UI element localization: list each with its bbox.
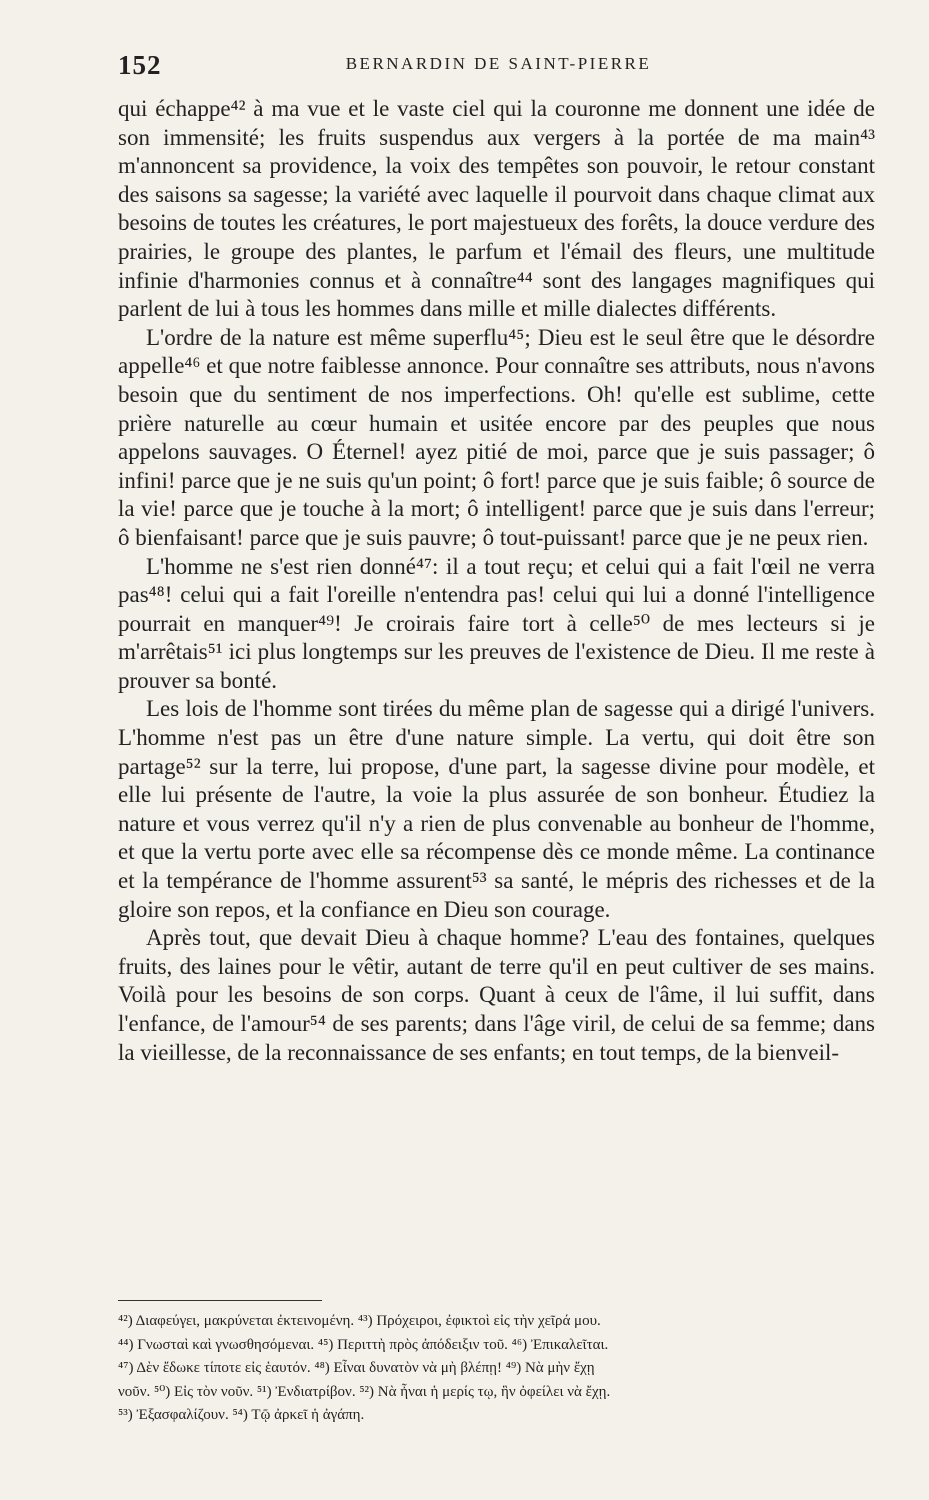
- paragraph-2: L'ordre de la nature est même superflu⁴⁵; Dieu est le seul être que le désordre appelle⁴⁶ et que notre faiblesse annonce. Pour connaître ses attributs, nous n'avons besoin que du sentiment de nos imperfections. Oh! qu'elle est sublime, cette prière naturelle au cœur humain et usitée encore par des peuples que nous appelons sauvages. O Éternel! ayez pitié de moi, parce que je suis passager; ô infini! parce que je ne suis qu'un point; ô fort! parce que je suis faible; ô source de la vie! parce que je touche à la mort; ô intelligent! parce que je suis dans l'erreur; ô bienfaisant! parce que je suis pauvre; ô tout-puissant! parce que je ne peux rien.: [118, 324, 875, 550]
- page-number: 152: [118, 50, 162, 80]
- paragraph-5: Après tout, que devait Dieu à chaque homme? L'eau des fontaines, quelques fruits, des laines pour le vêtir, autant de terre qu'il en peut cultiver de ses mains. Voilà pour les besoins de son corps. Quant à ceux de l'âme, il lui suffit, dans l'enfance, de l'amour⁵⁴ de ses parents; dans l'âge viril, de celui de sa femme; dans la vieillesse, de la reconnaissance de ses enfants; en tout temps, de la bienveil-: [118, 925, 875, 1065]
- footnote-line: ⁴⁷) Δὲν ἔδωκε τίποτε εἰς ἑαυτόν. ⁴⁸) Εἶναι δυνατὸν νὰ μὴ βλέπῃ! ⁴⁹) Νὰ μὴν ἔχῃ: [118, 1360, 595, 1376]
- paragraph-3: L'homme ne s'est rien donné⁴⁷: il a tout reçu; et celui qui a fait l'œil ne verra pas⁴⁸! celui qui a fait l'oreille n'entendra pas! celui qui lui a donné l'intelligence pourrait en manquer⁴⁹! Je croirais faire tort à celle⁵⁰ de mes lecteurs si je m'arrêtais⁵¹ ici plus longtemps sur les preuves de l'existence de Dieu. Il me reste à prouver sa bonté.: [118, 553, 875, 693]
- footnotes: [118, 1310, 875, 1428]
- footnote-line: νοῦν. ⁵⁰) Εἰς τὸν νοῦν. ⁵¹) Ἐνδιατρίβον. ⁵²) Νὰ ἦναι ἡ μερίς τῳ, ἣν ὀφείλει νὰ ἔχῃ.: [118, 1383, 611, 1400]
- footnote-line: ⁴²) Διαφεύγει, μακρύνεται ἐκτεινομένη. ⁴³) Πρόχειροι, ἐφικτοὶ εἰς τὴν χεῖρά μου.: [118, 1313, 601, 1329]
- page-header: [118, 50, 879, 84]
- body-text: [118, 95, 875, 1067]
- paragraph-4: Les lois de l'homme sont tirées du même plan de sagesse qui a dirigé l'univers. L'homme n'est pas un être d'une nature simple. La vertu, qui doit être son partage⁵² sur la terre, lui propose, d'une part, la sagesse divine pour modèle, et elle lui présente de l'autre, la voie la plus assurée de son bonheur. Étudiez la nature et vous verrez qu'il n'y a rien de plus convenable au bonheur de l'homme, et que la vertu porte avec elle sa récompense dès ce monde même. La continance et la tempérance de l'homme assurent⁵³ sa santé, le mépris des richesses et de la gloire son repos, et la confiance en Dieu son courage.: [118, 696, 875, 922]
- footnote-rule: [118, 1300, 322, 1301]
- footnote-line: ⁴⁴) Γνωσταὶ καὶ γνωσθησόμεναι. ⁴⁵) Περιττὴ πρὸς ἀπόδειξιν τοῦ. ⁴⁶) Ἐπικαλεῖται.: [118, 1336, 609, 1353]
- paragraph-1: qui échappe⁴² à ma vue et le vaste ciel qui la couronne me donnent une idée de son immensité; les fruits suspendus aux vergers à la portée de ma main⁴³ m'annoncent sa providence, la voix des tempêtes son pouvoir, le retour constant des saisons sa sagesse; la variété avec laquelle il pourvoit dans chaque climat aux besoins de toutes les créatures, le port majestueux des forêts, la douce verdure des prairies, le groupe des plantes, le parfum et l'émail des fleurs, une multitude infinie d'harmonies connus et à connaître⁴⁴ sont des langages magnifiques qui parlent de lui à tous les hommes dans mille et mille dialectes différents.: [118, 96, 875, 322]
- running-head: BERNARDIN DE SAINT-PIERRE: [345, 54, 652, 73]
- footnote-line: ⁵³) Ἐξασφαλίζουν. ⁵⁴) Τῷ ἀρκεῖ ἡ ἀγάπη.: [118, 1407, 365, 1423]
